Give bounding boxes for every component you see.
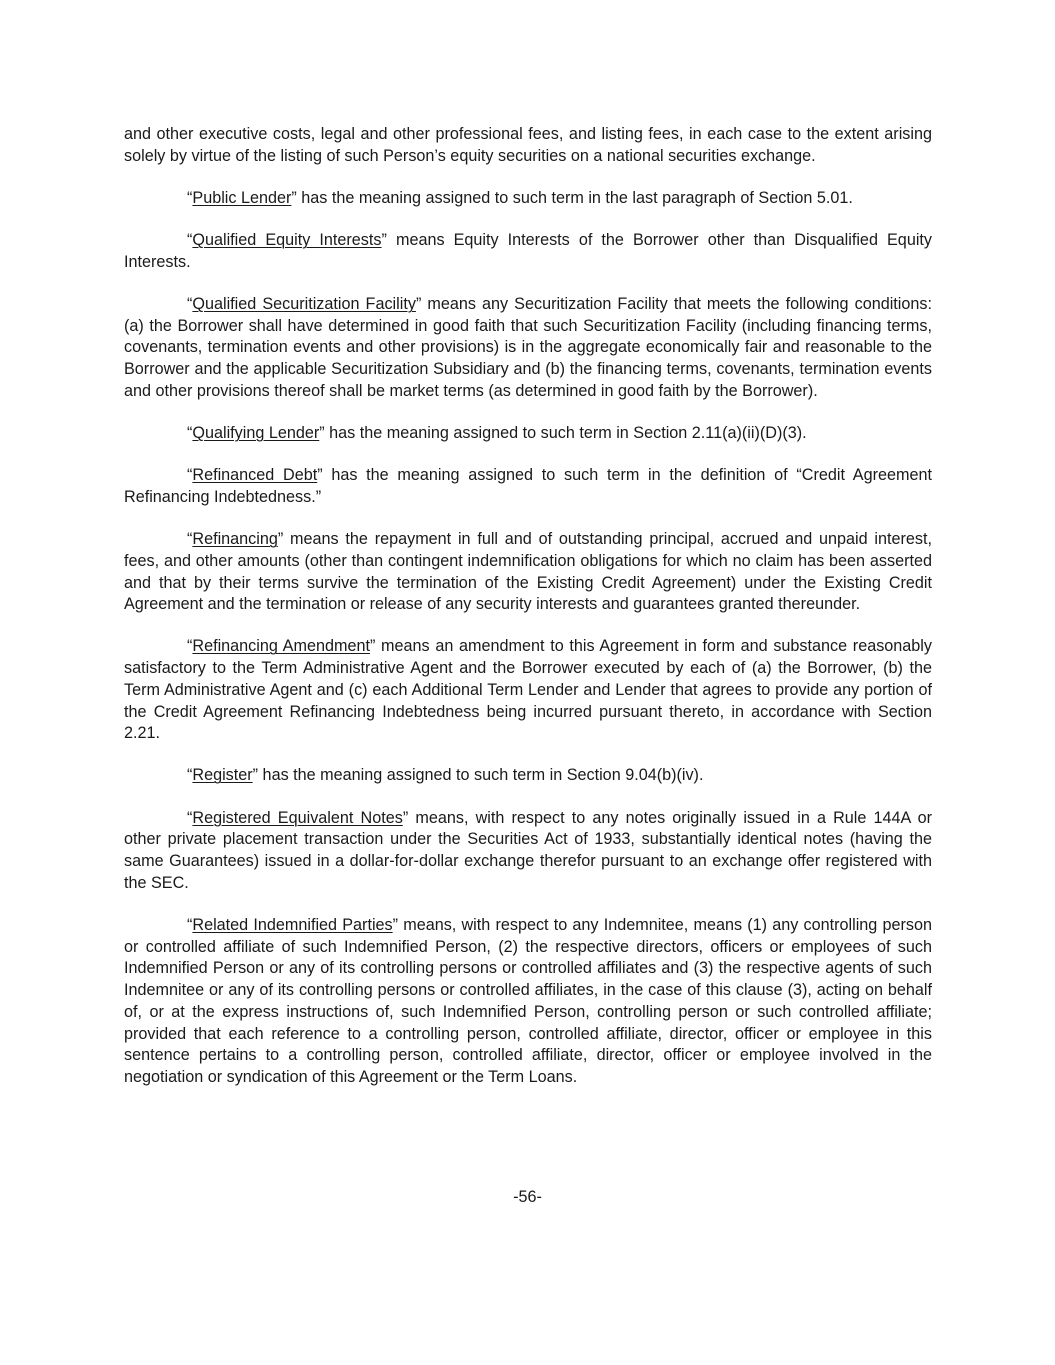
definition-text: ” has the meaning assigned to such term in the definition of “Credit Agreement Refinancing Indebtedness.”	[124, 466, 932, 506]
definition-qualified-equity-interests	[124, 230, 932, 273]
definition-text: ” has the meaning assigned to such term in Section 9.04(b)(iv).	[252, 766, 704, 785]
continuation-paragraph	[124, 124, 932, 167]
definition-text: ” has the meaning assigned to such term in Section 2.11(a)(ii)(D)(3).	[319, 424, 807, 443]
definition-refinanced-debt	[124, 465, 932, 508]
open-quote: “	[187, 766, 193, 785]
defined-term: Registered Equivalent Notes	[192, 808, 403, 827]
open-quote: “	[187, 295, 193, 314]
defined-term: Refinanced Debt	[192, 466, 318, 485]
definition-text: ” means, with respect to any Indemnitee, means (1) any controlling person or controlled affiliate of such Indemnified Person, (2) the respective directors, officers or employees of such Indemnified Person or any of its controlling persons or controlled affiliates and (3) the respective agents of such Indemnitee or any of its controlling persons or controlled affiliates, in the case of this clause (3), acting on behalf of, or at the express instructions of, such Indemnified Person, controlling person or such controlled affiliate; provided that each reference to a controlling person, controlled affiliate, director, officer or employee in this sentence pertains to a controlling person, controlled affiliate, director, officer or employee involved in the negotiation or syndication of this Agreement or the Term Loans.	[124, 915, 932, 1086]
definition-text: ” means an amendment to this Agreement in form and substance reasonably satisfactory to the Term Administrative Agent and the Borrower executed by each of (a) the Borrower, (b) the Term Administrative Agent and (c) each Additional Term Lender and Lender that agrees to provide any portion of the Credit Agreement Refinancing Indebtedness being incurred pursuant thereto, in accordance with Section 2.21.	[124, 637, 932, 743]
open-quote: “	[187, 915, 193, 934]
defined-term: Register	[192, 766, 253, 785]
definition-refinancing-amendment	[124, 636, 932, 745]
paragraph-text: and other executive costs, legal and other professional fees, and listing fees, in each case to the extent arising solely by virtue of the listing of such Person’s equity securities on a national securities exchange.	[124, 125, 932, 165]
defined-term: Qualifying Lender	[192, 424, 320, 443]
definition-text: ” has the meaning assigned to such term in the last paragraph of Section 5.01.	[291, 188, 853, 207]
open-quote: “	[187, 231, 193, 250]
defined-term: Refinancing	[192, 530, 278, 549]
open-quote: “	[187, 637, 193, 656]
defined-term: Public Lender	[192, 188, 292, 207]
defined-term: Qualified Securitization Facility	[192, 295, 416, 314]
definition-related-indemnified-parties	[124, 915, 932, 1089]
defined-term: Qualified Equity Interests	[192, 231, 382, 250]
document-page	[124, 124, 932, 1109]
open-quote: “	[187, 188, 193, 207]
open-quote: “	[187, 530, 193, 549]
definition-registered-equivalent-notes	[124, 808, 932, 895]
open-quote: “	[187, 808, 193, 827]
definition-text: ” means Equity Interests of the Borrower other than Disqualified Equity Interests.	[124, 231, 933, 271]
definition-text: ” means the repayment in full and of outstanding principal, accrued and unpaid interest, fees, and other amounts (other than contingent indemnification obligations for which no claim has been asserted and that by their terms survive the termination of the Existing Credit Agreement) under the Existing Credit Agreement and the termination or release of any security interests and guarantees granted thereunder.	[124, 530, 932, 614]
open-quote: “	[187, 466, 193, 485]
definition-public-lender	[124, 188, 932, 210]
defined-term: Refinancing Amendment	[192, 637, 370, 656]
definition-text: ” means any Securitization Facility that meets the following conditions: (a) the Borrower shall have determined in good faith that such Securitization Facility (including financing terms, covenants, termination events and other provisions) is in the aggregate economically fair and reasonable to the Borrower and the applicable Securitization Subsidiary and (b) the financing terms, covenants, termination events and other provisions thereof shall be market terms (as determined in good faith by the Borrower).	[124, 295, 932, 400]
page-number: -56-	[513, 1188, 542, 1206]
open-quote: “	[187, 424, 193, 443]
definition-text: ” means, with respect to any notes originally issued in a Rule 144A or other private placement transaction under the Securities Act of 1933, substantially identical notes (having the same Guarantees) issued in a dollar-for-dollar exchange therefor pursuant to an exchange offer registered with the SEC.	[124, 808, 932, 892]
definition-refinancing	[124, 529, 932, 616]
definition-qualified-securitization-facility	[124, 294, 932, 403]
definition-register	[124, 765, 932, 787]
defined-term: Related Indemnified Parties	[192, 915, 393, 934]
definition-qualifying-lender	[124, 423, 932, 445]
